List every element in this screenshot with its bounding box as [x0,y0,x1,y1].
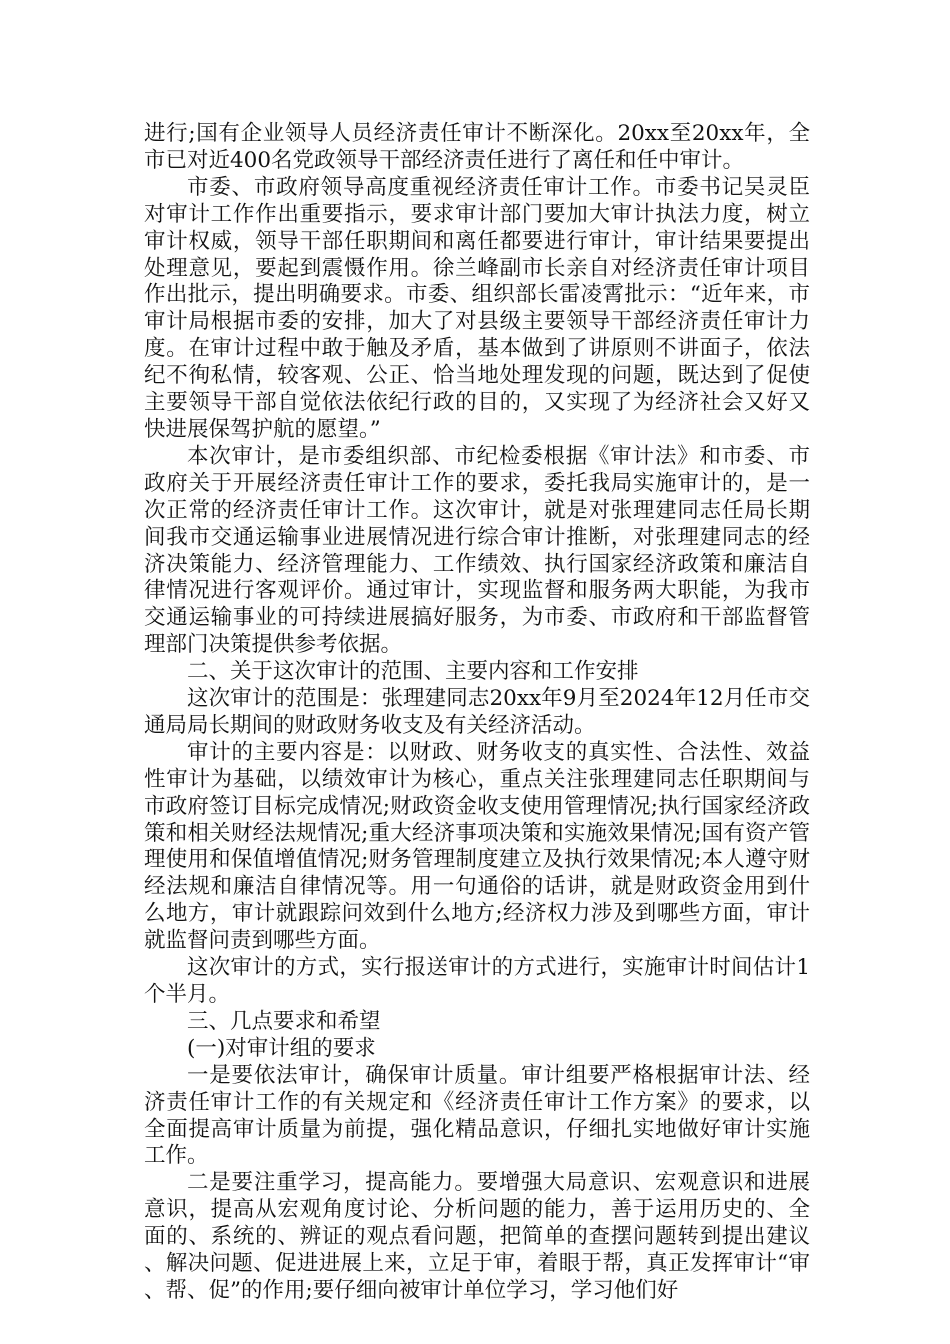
section-heading: 三、几点要求和希望 [187,1008,381,1034]
section-heading: 二、关于这次审计的范围、主要内容和工作安排 [187,659,639,685]
paragraph: 进行;国有企业领导人员经济责任审计不断深化。20xx至20xx年，全市已对近400名党政领导干部经济责任进行了离任和任中审计。 [144,121,810,173]
paragraph: 这次审计的方式，实行报送审计的方式进行，实施审计时间估计1个半月。 [144,955,810,1007]
paragraph: 审计的主要内容是：以财政、财务收支的真实性、合法性、效益性审计为基础，以绩效审计为核心，重点关注张理建同志任职期间与市政府签订目标完成情况;财政资金收支使用管理情况;执行国家经济政策和相关财经法规情况;重大经济事项决策和实施效果情况;国有资产管理使用和保值增值情况;财务管理制度建立及执行效果情况;本人遵守财经法规和廉洁自律情况等。用一句通俗的话讲，就是财政资金用到什么地方，审计就跟踪问效到什么地方;经济权力涉及到哪些方面，审计就监督问责到哪些方面。 [144,739,810,954]
paragraph: 市委、市政府领导高度重视经济责任审计工作。市委书记吴灵臣对审计工作作出重要指示，要求审计部门要加大审计执法力度，树立审计权威，领导干部任职期间和离任都要进行审计，审计结果要提出处理意见，要起到震慑作用。徐兰峰副市长亲自对经济责任审计项目作出批示，提出明确要求。市委、组织部长雷凌霄批示：“近年来，市审计局根据市委的安排，加大了对县级主要领导干部经济责任审计力度。在审计过程中敢于触及矛盾，基本做到了讲原则不讲面子，依法纪不徇私情，较客观、公正、恰当地处理发现的问题，既达到了促使主要领导干部自觉依法依纪行政的目的，又实现了为经济社会又好又快进展保驾护航的愿望。” [144,174,810,442]
paragraph: 本次审计，是市委组织部、市纪检委根据《审计法》和市委、市政府关于开展经济责任审计工作的要求，委托我局实施审计的，是一次正常的经济责任审计工作。这次审计，就是对张理建同志任局长期间我市交通运输事业进展情况进行综合审计推断，对张理建同志的经济决策能力、经济管理能力、工作绩效、执行国家经济政策和廉洁自律情况进行客观评价。通过审计，实现监督和服务两大职能，为我市交通运输事业的可持续进展搞好服务，为市委、市政府和干部监督管理部门决策提供参考依据。 [144,443,810,658]
subsection-heading: (一)对审计组的要求 [187,1035,376,1061]
document-page [144,121,810,1305]
paragraph: 这次审计的范围是：张理建同志20xx年9月至2024年12月任市交通局局长期间的财政财务收支及有关经济活动。 [144,686,810,738]
paragraph: 一是要依法审计，确保审计质量。审计组要严格根据审计法、经济责任审计工作的有关规定和《经济责任审计工作方案》的要求，以全面提高审计质量为前提，强化精品意识，仔细扎实地做好审计实施工作。 [144,1062,810,1169]
paragraph: 二是要注重学习，提高能力。要增强大局意识、宏观意识和进展意识，提高从宏观角度讨论、分析问题的能力，善于运用历史的、全面的、系统的、辨证的观点看问题，把简单的查摆问题转到提出建议、解决问题、促进进展上来，立足于审，着眼于帮，真正发挥审计“审、帮、促”的作用;要仔细向被审计单位学习，学习他们好 [144,1170,810,1303]
